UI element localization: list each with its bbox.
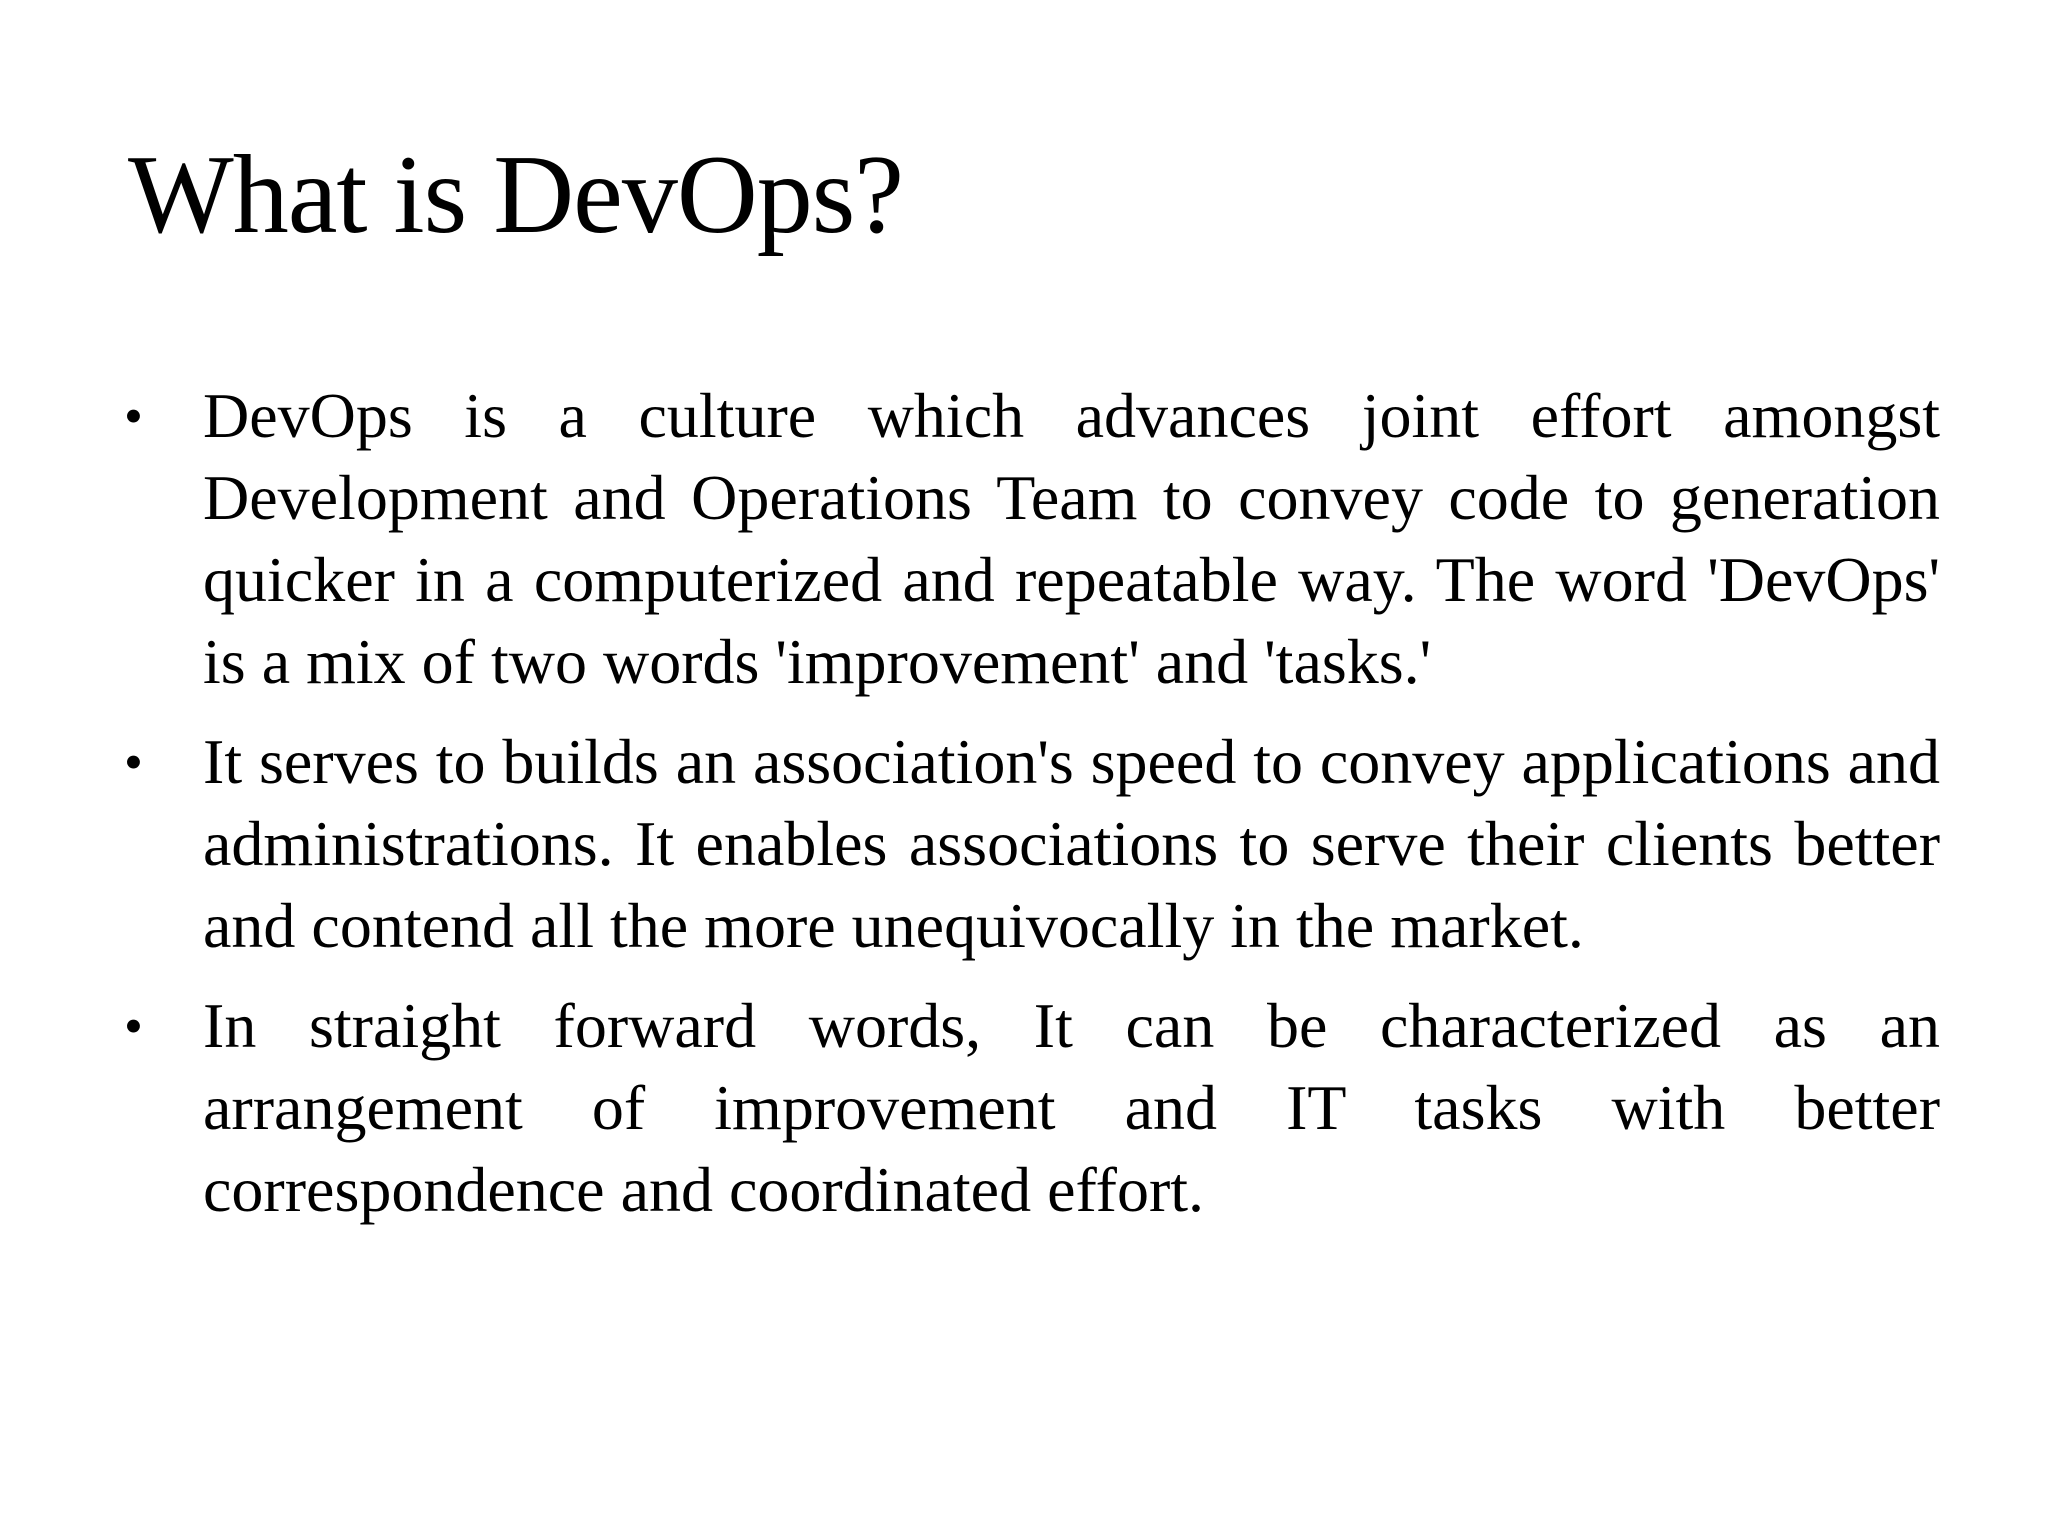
bullet-text: DevOps is a culture which advances joint effort amongst Development and Operations Team to convey code to generation quicker in a computerized and repeatable way. The word 'DevOps' is a mix of two words 'improvement' and 'tasks.' (203, 380, 1940, 697)
bullet-dot-icon: • (124, 996, 143, 1056)
bullet-dot-icon: • (124, 732, 143, 792)
bullet-list (120, 375, 1940, 1249)
bullet-item (120, 985, 1940, 1231)
bullet-text: It serves to builds an association's speed to convey applications and administrations. It enables associations to serve their clients better and contend all the more unequivocally in the market. (203, 726, 1940, 961)
bullet-text: In straight forward words, It can be characterized as an arrangement of improvement and IT tasks with better correspondence and coordinated effort. (203, 990, 1940, 1225)
slide-title: What is DevOps? (128, 133, 904, 257)
bullet-dot-icon: • (124, 386, 143, 446)
bullet-item (120, 721, 1940, 967)
bullet-item (120, 375, 1940, 703)
